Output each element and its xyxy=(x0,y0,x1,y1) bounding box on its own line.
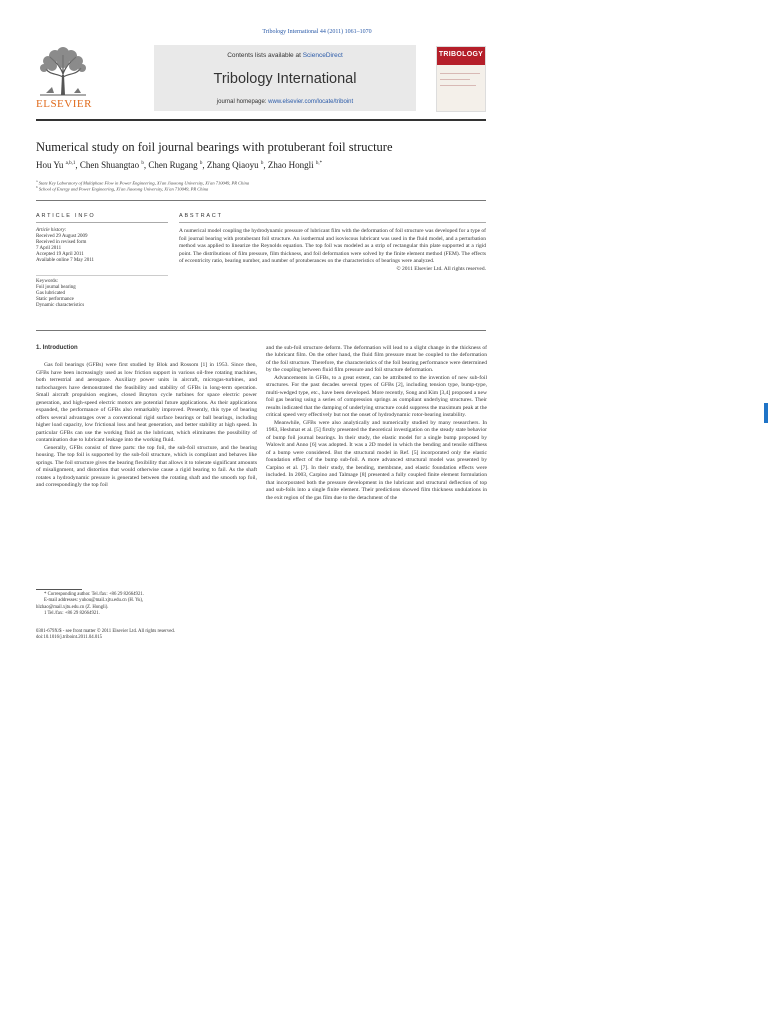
journal-cover-thumbnail xyxy=(436,46,486,112)
article-info-divider xyxy=(36,275,168,276)
author-name: Zhang Qiaoyu xyxy=(206,160,259,170)
keyword: Foil journal bearing xyxy=(36,285,76,290)
keyword: Static performance xyxy=(36,297,74,302)
viewer-side-tab[interactable] xyxy=(764,403,768,423)
author-affil-mark[interactable]: b,* xyxy=(315,161,323,166)
abstract-rule xyxy=(179,222,486,223)
author-affil-mark[interactable]: b xyxy=(260,161,264,166)
abstract-copyright: © 2011 Elsevier Ltd. All rights reserved. xyxy=(396,265,486,272)
journal-homepage-line xyxy=(154,99,416,105)
author-name: Hou Yu xyxy=(36,160,64,170)
abstract-text: A numerical model coupling the hydrodynamic pressure of lubricant film with the deformation of foil structure was developed for a type of foil journal bearing with protuberant foil structure. An isothermal and isoviscous lubricant was used in the fluid model, and a perturbation method was applied to linearize the Reynolds equation. The top foil was modeled as a strip of rectangular thin plate supported at a rigid point. The distributions of film pressure, film thickness, and foil deformation were solved by the finite element method (FEM). The effects of eccentricity ratio, bearing number, and number of protuberances on the characteristics of bearings were analyzed. xyxy=(179,228,486,264)
author-name: Zhao Hongli xyxy=(267,160,314,170)
author-name: Chen Shuangtao xyxy=(79,160,140,170)
affiliation-mark: a xyxy=(36,179,38,183)
body-paragraph: and the sub-foil structure deform. The deformation will lead to a slight change in the thickness of the lubricant film. On the other hand, the fluid film pressure must be coupled to the deformation of the foil structure. Therefore, the characteristics of the foil bearing performance were determined by the coupling between fluid film pressure and foil structure deformation. xyxy=(266,345,487,374)
body-paragraph: Meanwhile, GFBs were also analytically and numerically studied by many researchers. In 1983, Heshmat et al. [5] firstly presented the theoretical investigation on the steady state behavior of bump foil journal bearings. In their study, the elastic model for a single bump proposed by Walowit and Anno [6] was adopted. It was a 2D model in which the bending and tensile stiffness of a bump were considered. But the structural model in Ref. [5] incorporated only the elastic foundation effect of the bump sub-foil. A more advanced structural model was presented by Carpino et al. [7]. In their study, the bending, membrane, and elastic foundation effects were included. In 2003, Carpino and Talmage [8] presented a fully coupled finite element formulation that incorporated both the pressure development in the lubricant and structural deflection of top and sub-foils into a single finite element. Their predictions showed film thickness undulations in the exit region of the gas film due to the detachment of the xyxy=(266,419,487,501)
footnote-email[interactable]: E-mail addresses: yuhou@mail.xjtu.edu.cn (H. Yu), xyxy=(44,598,144,604)
keywords-label: Keywords: xyxy=(36,279,58,284)
issn-line: 0301-679X/$ - see front matter © 2011 Elsevier Ltd. All rights reserved. xyxy=(36,629,175,634)
affiliation-text: State Key Laboratory of Multiphase Flow in Power Engineering, Xi'an Jiaotong University, Xi'an 710049, PR China xyxy=(38,180,250,186)
abstract-heading: ABSTRACT xyxy=(179,213,223,219)
cover-title: TRIBOLOGY xyxy=(438,51,484,58)
body-paragraph: Gas foil bearings (GFBs) were first studied by Blok and Rossom [1] in 1953. Since then, GFBs have been increasingly used as low friction support in various oil-free rotating machines, both terrestrial and aerospace. Auxiliary power units in aircraft, microgas-turbines, and turbochargers have demonstrated the feasibility and stability of GFBs in long-term operation. Small aircraft propulsion engines, closed Brayton cycle turbines for space electric power generation, and high-speed electric motors are potential future applications. As their applications expanded, the performance of GFBs also remarkably improved. Presently, this type of bearing offers several advantages over a conventional rigid surface bearings or ball bearings, including higher load capacity, low frictional loss and heat generation, and better stability at high speed. In particular GFBs can use the working fluid as the lubricant, which eliminates the possibility of contamination due to lubricant leakage into the working fluid. xyxy=(36,362,257,444)
author-affil-mark[interactable]: b xyxy=(141,161,144,166)
contents-line xyxy=(154,52,416,59)
article-info-heading: ARTICLE INFO xyxy=(36,213,96,219)
elsevier-tree-logo xyxy=(38,47,88,97)
right-column xyxy=(266,345,487,502)
body-paragraph: Advancements in GFBs, to a great extent, can be attributed to the invention of new sub-foil structures. For the past decades several types of GFBs [2], including tension type, bump-type, multi-wedged type, etc., have been developed. More recently, Song and Kim [3,4] proposed a new foil gas bearing using a series of compression springs as compliant underlying structures. Their results indicated that the damping of underlying structure could suppress the maximum peak at the critical speed very effectively but not the onset of hydrodynamic rotor-bearing instability. xyxy=(266,374,487,419)
issn-doi xyxy=(36,629,257,642)
history-label: Article history: xyxy=(36,228,67,233)
contents-prefix: Contents lists available at xyxy=(227,52,303,59)
article-info-rule xyxy=(36,222,168,223)
sciencedirect-link[interactable]: ScienceDirect xyxy=(302,52,343,59)
history-entry: Received in revised form xyxy=(36,240,87,245)
affiliation-text: School of Energy and Power Engineering, Xi'an Jiaotong University, Xi'an 710049, PR China xyxy=(38,186,209,192)
author-name: Chen Rugang xyxy=(148,160,198,170)
journal-banner xyxy=(36,45,486,113)
body-paragraph: Generally, GFBs consist of three parts: the top foil, the sub-foil structure, and the bearing housing. The top foil is supported by the sub-foil structure, which is compliant and behaves like springs. The foil structure gives the bearing flexibility that allows it to tolerate significant amounts of misalignment, and distortion that would otherwise cause a rigid bearing to fail. As the shaft rotates a hydrodynamic pressure is generated between the rotating shaft and the smooth top foil, and correspondingly the top foil xyxy=(36,444,257,489)
affiliation xyxy=(36,185,486,192)
abstract-body xyxy=(179,228,486,273)
running-head[interactable]: Tribology International 44 (2011) 1061–1070 xyxy=(262,29,372,35)
author-list: Hou Yu $^{a,b,1}$, Chen Shuangtao $^b$, Chen Rugang $^b$, Zhang Qiaoyu $^b$, Zhao Hongli $^{b,*}$ xyxy=(36,160,323,170)
keyword: Dynamic characteristics xyxy=(36,303,85,308)
history-entry: 7 April 2011 xyxy=(36,246,62,251)
doi-link[interactable]: doi:10.1016/j.triboint.2011.04.015 xyxy=(36,635,103,641)
abstract-rule-bottom xyxy=(36,330,486,331)
cover-line xyxy=(440,85,476,86)
section-heading-introduction: 1. Introduction xyxy=(36,345,78,351)
article-title: Numerical study on foil journal bearings with protuberant foil structure xyxy=(36,140,393,154)
footnote-rule xyxy=(36,589,82,590)
history-entry: Available online 7 May 2011 xyxy=(36,258,95,263)
footnote-email[interactable]: hlzhao@mail.xjtu.edu.cn (Z. Hongli). xyxy=(36,604,109,610)
journal-title: Tribology International xyxy=(213,71,357,87)
affiliation-mark: b xyxy=(36,185,38,189)
author-affil-mark[interactable]: a,b,1 xyxy=(65,161,76,166)
cover-line xyxy=(440,73,480,74)
history-entry: Received 29 August 2009 xyxy=(36,234,88,239)
footnote: 1 Tel./fax: +86 29 82664921. xyxy=(44,611,100,617)
header-rule xyxy=(36,119,486,121)
author-affil-mark[interactable]: b xyxy=(199,161,203,166)
left-column xyxy=(36,345,257,490)
history-entry: Accepted 19 April 2011 xyxy=(36,252,84,257)
keywords xyxy=(36,279,168,309)
title-rule xyxy=(36,200,486,201)
cover-line xyxy=(440,79,470,80)
footnote: * Corresponding author. Tel./fax: +86 29 82664921. xyxy=(44,592,144,597)
homepage-prefix: journal homepage: xyxy=(216,99,269,105)
keyword: Gas lubricated xyxy=(36,291,66,296)
article-history xyxy=(36,228,168,264)
publisher-logo-text: ELSEVIER xyxy=(36,98,92,110)
journal-homepage-link[interactable]: www.elsevier.com/locate/triboint xyxy=(268,99,354,105)
footnotes xyxy=(36,592,257,618)
